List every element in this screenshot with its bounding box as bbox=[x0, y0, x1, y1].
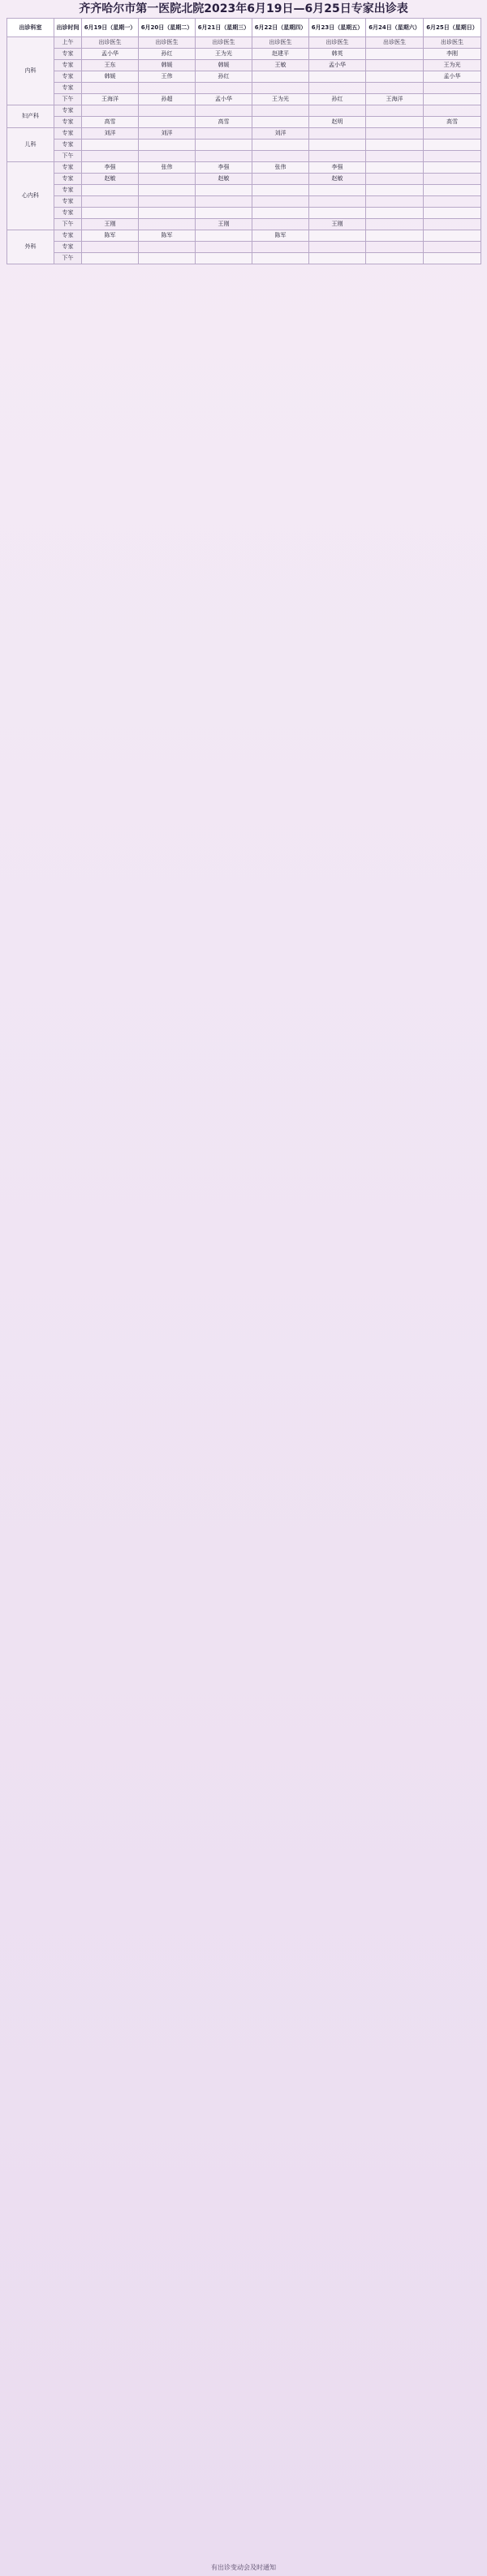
doctor-cell bbox=[252, 140, 309, 151]
slot-cell: 专家 bbox=[54, 83, 82, 94]
doctor-cell bbox=[366, 49, 424, 60]
doctor-cell bbox=[366, 253, 424, 264]
slot-cell: 专家 bbox=[54, 128, 82, 140]
header-cell: 6月24日（星期六） bbox=[366, 19, 424, 37]
doctor-cell bbox=[196, 83, 252, 94]
doctor-cell: 王刚 bbox=[196, 219, 252, 230]
doctor-cell bbox=[424, 83, 481, 94]
doctor-cell: 孟小华 bbox=[424, 71, 481, 83]
schedule-table bbox=[6, 18, 481, 264]
slot-cell: 专家 bbox=[54, 71, 82, 83]
doctor-cell bbox=[139, 219, 196, 230]
slot-cell: 专家 bbox=[54, 105, 82, 117]
slot-cell: 专家 bbox=[54, 60, 82, 71]
doctor-cell: 韩媛 bbox=[196, 60, 252, 71]
doctor-cell bbox=[196, 105, 252, 117]
schedule-table-wrap bbox=[6, 18, 481, 264]
schedule-row bbox=[7, 174, 481, 185]
slot-cell: 下午 bbox=[54, 253, 82, 264]
schedule-row bbox=[7, 196, 481, 208]
doctor-cell: 王为光 bbox=[424, 60, 481, 71]
doctor-cell: 李强 bbox=[82, 162, 139, 174]
doctor-cell bbox=[424, 242, 481, 253]
doctor-cell: 刘洋 bbox=[139, 128, 196, 140]
schedule-row bbox=[7, 49, 481, 60]
doctor-cell bbox=[366, 196, 424, 208]
doctor-cell bbox=[366, 230, 424, 242]
doctor-cell bbox=[139, 83, 196, 94]
header-cell: 6月21日（星期三） bbox=[196, 19, 252, 37]
doctor-cell: 赵敏 bbox=[196, 174, 252, 185]
doctor-cell bbox=[139, 140, 196, 151]
doctor-cell: 韩英 bbox=[309, 49, 366, 60]
doctor-cell: 王东 bbox=[82, 60, 139, 71]
doctor-cell: 出诊医生 bbox=[309, 37, 366, 49]
doctor-cell bbox=[196, 185, 252, 196]
slot-cell: 下午 bbox=[54, 94, 82, 105]
header-cell: 6月19日（星期一） bbox=[82, 19, 139, 37]
slot-cell: 下午 bbox=[54, 151, 82, 162]
doctor-cell: 孟小华 bbox=[196, 94, 252, 105]
doctor-cell: 王海洋 bbox=[366, 94, 424, 105]
doctor-cell bbox=[424, 151, 481, 162]
doctor-cell bbox=[196, 196, 252, 208]
header-row bbox=[7, 19, 481, 37]
header-cell: 6月25日（星期日） bbox=[424, 19, 481, 37]
doctor-cell bbox=[82, 185, 139, 196]
schedule-row bbox=[7, 230, 481, 242]
doctor-cell: 陈军 bbox=[252, 230, 309, 242]
header-cell: 6月23日（星期五） bbox=[309, 19, 366, 37]
doctor-cell: 李强 bbox=[309, 162, 366, 174]
schedule-row bbox=[7, 71, 481, 83]
doctor-cell bbox=[309, 208, 366, 219]
schedule-row bbox=[7, 94, 481, 105]
doctor-cell bbox=[424, 219, 481, 230]
doctor-cell bbox=[309, 185, 366, 196]
header-cell: 出诊科室 bbox=[7, 19, 54, 37]
doctor-cell bbox=[252, 242, 309, 253]
doctor-cell: 王刚 bbox=[82, 219, 139, 230]
doctor-cell: 孟小华 bbox=[309, 60, 366, 71]
doctor-cell bbox=[252, 196, 309, 208]
doctor-cell: 孙红 bbox=[196, 71, 252, 83]
doctor-cell: 王伟 bbox=[139, 71, 196, 83]
schedule-row bbox=[7, 185, 481, 196]
slot-cell: 专家 bbox=[54, 185, 82, 196]
doctor-cell bbox=[366, 117, 424, 128]
page-title: 齐齐哈尔市第一医院北院2023年6月19日—6月25日专家出诊表 bbox=[79, 2, 408, 15]
schedule-row bbox=[7, 60, 481, 71]
doctor-cell bbox=[196, 128, 252, 140]
doctor-cell: 刘洋 bbox=[252, 128, 309, 140]
doctor-cell bbox=[366, 174, 424, 185]
doctor-cell: 刘洋 bbox=[82, 128, 139, 140]
dept-cell: 妇产科 bbox=[7, 105, 54, 128]
doctor-cell bbox=[309, 105, 366, 117]
doctor-cell bbox=[82, 196, 139, 208]
dept-cell: 心内科 bbox=[7, 162, 54, 230]
doctor-cell: 高雪 bbox=[424, 117, 481, 128]
slot-cell: 专家 bbox=[54, 140, 82, 151]
doctor-cell bbox=[252, 208, 309, 219]
doctor-cell bbox=[82, 83, 139, 94]
doctor-cell bbox=[82, 105, 139, 117]
doctor-cell: 出诊医生 bbox=[366, 37, 424, 49]
dept-cell: 内科 bbox=[7, 37, 54, 105]
doctor-cell bbox=[82, 208, 139, 219]
doctor-cell: 李刚 bbox=[424, 49, 481, 60]
doctor-cell bbox=[366, 219, 424, 230]
doctor-cell bbox=[252, 174, 309, 185]
doctor-cell: 李强 bbox=[196, 162, 252, 174]
doctor-cell bbox=[424, 162, 481, 174]
doctor-cell bbox=[196, 253, 252, 264]
doctor-cell bbox=[309, 140, 366, 151]
doctor-cell: 出诊医生 bbox=[252, 37, 309, 49]
doctor-cell: 张伟 bbox=[252, 162, 309, 174]
doctor-cell bbox=[309, 83, 366, 94]
slot-cell: 专家 bbox=[54, 162, 82, 174]
doctor-cell: 孙红 bbox=[139, 49, 196, 60]
doctor-cell bbox=[366, 60, 424, 71]
doctor-cell bbox=[309, 151, 366, 162]
doctor-cell: 王敏 bbox=[252, 60, 309, 71]
doctor-cell bbox=[252, 117, 309, 128]
doctor-cell bbox=[252, 253, 309, 264]
doctor-cell bbox=[309, 71, 366, 83]
doctor-cell bbox=[424, 94, 481, 105]
schedule-row bbox=[7, 37, 481, 49]
slot-cell: 上午 bbox=[54, 37, 82, 49]
schedule-row bbox=[7, 162, 481, 174]
doctor-cell bbox=[252, 219, 309, 230]
doctor-cell bbox=[366, 185, 424, 196]
doctor-cell bbox=[252, 105, 309, 117]
doctor-cell: 陈军 bbox=[82, 230, 139, 242]
doctor-cell: 赵明 bbox=[309, 117, 366, 128]
doctor-cell bbox=[139, 174, 196, 185]
doctor-cell: 孙超 bbox=[139, 94, 196, 105]
doctor-cell: 出诊医生 bbox=[424, 37, 481, 49]
doctor-cell: 韩媛 bbox=[139, 60, 196, 71]
doctor-cell: 赵建平 bbox=[252, 49, 309, 60]
slot-cell: 专家 bbox=[54, 208, 82, 219]
doctor-cell bbox=[366, 208, 424, 219]
doctor-cell: 韩媛 bbox=[82, 71, 139, 83]
schedule-row bbox=[7, 242, 481, 253]
doctor-cell bbox=[366, 105, 424, 117]
doctor-cell: 张伟 bbox=[139, 162, 196, 174]
doctor-cell bbox=[139, 196, 196, 208]
header-cell: 6月20日（星期二） bbox=[139, 19, 196, 37]
doctor-cell bbox=[196, 242, 252, 253]
doctor-cell bbox=[196, 208, 252, 219]
dept-cell: 儿科 bbox=[7, 128, 54, 162]
dept-cell: 外科 bbox=[7, 230, 54, 264]
slot-cell: 专家 bbox=[54, 242, 82, 253]
doctor-cell bbox=[139, 253, 196, 264]
doctor-cell: 高雪 bbox=[196, 117, 252, 128]
doctor-cell: 孟小华 bbox=[82, 49, 139, 60]
doctor-cell: 赵敏 bbox=[309, 174, 366, 185]
doctor-cell bbox=[196, 230, 252, 242]
doctor-cell bbox=[424, 105, 481, 117]
doctor-cell: 王刚 bbox=[309, 219, 366, 230]
slot-cell: 专家 bbox=[54, 196, 82, 208]
footer-note: 有出诊变动会及时通知 bbox=[211, 2564, 276, 2571]
doctor-cell: 出诊医生 bbox=[196, 37, 252, 49]
schedule-row bbox=[7, 128, 481, 140]
schedule-row bbox=[7, 151, 481, 162]
doctor-cell: 赵敏 bbox=[82, 174, 139, 185]
doctor-cell bbox=[252, 185, 309, 196]
slot-cell: 专家 bbox=[54, 230, 82, 242]
doctor-cell bbox=[252, 71, 309, 83]
doctor-cell: 出诊医生 bbox=[139, 37, 196, 49]
schedule-row bbox=[7, 105, 481, 117]
doctor-cell bbox=[139, 117, 196, 128]
schedule-body bbox=[7, 37, 481, 264]
doctor-cell bbox=[424, 208, 481, 219]
schedule-row bbox=[7, 83, 481, 94]
schedule-row bbox=[7, 208, 481, 219]
slot-cell: 专家 bbox=[54, 174, 82, 185]
doctor-cell bbox=[366, 140, 424, 151]
doctor-cell bbox=[424, 140, 481, 151]
doctor-cell bbox=[424, 185, 481, 196]
schedule-row bbox=[7, 140, 481, 151]
doctor-cell bbox=[366, 162, 424, 174]
slot-cell: 专家 bbox=[54, 49, 82, 60]
doctor-cell bbox=[309, 196, 366, 208]
doctor-cell bbox=[82, 151, 139, 162]
slot-cell: 专家 bbox=[54, 117, 82, 128]
schedule-row bbox=[7, 117, 481, 128]
doctor-cell bbox=[366, 151, 424, 162]
doctor-cell bbox=[252, 83, 309, 94]
doctor-cell bbox=[196, 140, 252, 151]
doctor-cell bbox=[309, 128, 366, 140]
doctor-cell bbox=[82, 140, 139, 151]
slot-cell: 下午 bbox=[54, 219, 82, 230]
doctor-cell bbox=[366, 83, 424, 94]
doctor-cell bbox=[424, 230, 481, 242]
doctor-cell bbox=[139, 208, 196, 219]
doctor-cell: 王为光 bbox=[196, 49, 252, 60]
doctor-cell: 出诊医生 bbox=[82, 37, 139, 49]
doctor-cell bbox=[309, 253, 366, 264]
header-cell: 6月22日（星期四） bbox=[252, 19, 309, 37]
doctor-cell bbox=[424, 174, 481, 185]
doctor-cell: 王海洋 bbox=[82, 94, 139, 105]
doctor-cell bbox=[424, 128, 481, 140]
doctor-cell bbox=[252, 151, 309, 162]
doctor-cell bbox=[424, 196, 481, 208]
doctor-cell bbox=[309, 230, 366, 242]
doctor-cell: 孙红 bbox=[309, 94, 366, 105]
doctor-cell bbox=[196, 151, 252, 162]
doctor-cell bbox=[366, 242, 424, 253]
doctor-cell bbox=[82, 253, 139, 264]
doctor-cell bbox=[82, 242, 139, 253]
doctor-cell bbox=[309, 242, 366, 253]
doctor-cell bbox=[139, 105, 196, 117]
header-cell: 出诊时间 bbox=[54, 19, 82, 37]
doctor-cell: 王为光 bbox=[252, 94, 309, 105]
doctor-cell: 高雪 bbox=[82, 117, 139, 128]
doctor-cell bbox=[366, 128, 424, 140]
schedule-row bbox=[7, 219, 481, 230]
doctor-cell bbox=[366, 71, 424, 83]
schedule-row bbox=[7, 253, 481, 264]
doctor-cell bbox=[139, 185, 196, 196]
doctor-cell: 陈军 bbox=[139, 230, 196, 242]
doctor-cell bbox=[139, 242, 196, 253]
doctor-cell bbox=[139, 151, 196, 162]
doctor-cell bbox=[424, 253, 481, 264]
